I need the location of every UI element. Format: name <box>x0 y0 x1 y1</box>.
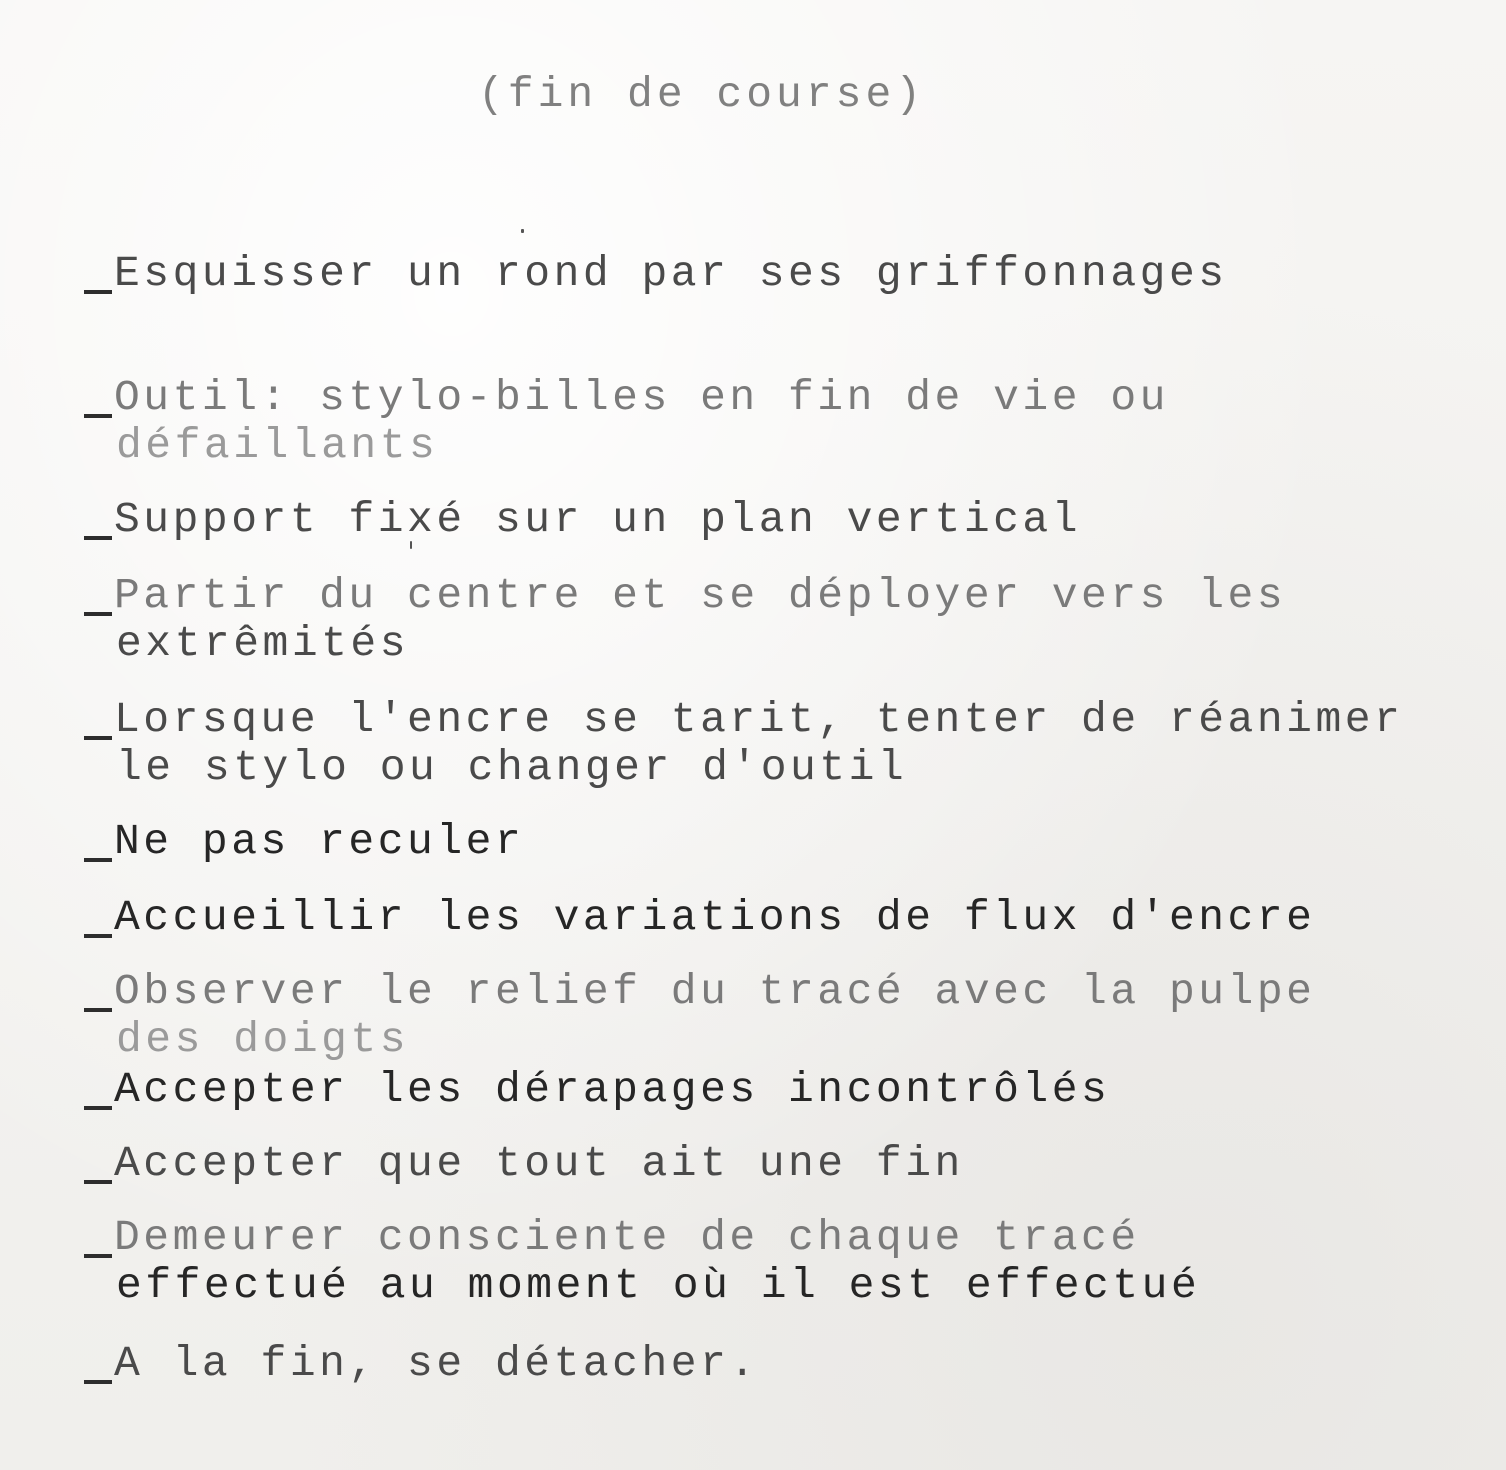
list-item-line-1: Accueillir les variations de flux d'encre <box>114 893 1316 942</box>
list-item-line-1: Accepter que tout ait une fin <box>114 1139 964 1188</box>
list-item-line-2: le stylo ou changer d'outil <box>116 743 908 792</box>
list-item <box>84 818 524 866</box>
list-item-line-1: Support fixé sur un plan vertical <box>114 495 1082 544</box>
dash-marker <box>84 290 112 294</box>
list-item <box>84 968 1315 1064</box>
list-item <box>84 696 1403 792</box>
dash-marker <box>84 736 112 740</box>
list-item <box>84 1066 1110 1114</box>
list-item-line-1: Partir du centre et se déployer vers les <box>114 571 1287 620</box>
list-item-line-1: Esquisser un rond par ses griffonnages <box>114 249 1228 298</box>
list-item-line-1: A la fin, se détacher. <box>114 1339 759 1388</box>
dash-marker <box>84 612 112 616</box>
list-item <box>84 1214 1200 1310</box>
page-title: (fin de course) <box>478 70 926 119</box>
list-item-line-1: Ne pas reculer <box>114 817 525 866</box>
list-item <box>84 894 1315 942</box>
list-item-line-1: Accepter les dérapages incontrôlés <box>114 1065 1111 1114</box>
dash-marker <box>84 1180 112 1184</box>
list-item <box>84 374 1169 470</box>
list-item-line-2: des doigts <box>116 1015 410 1064</box>
list-item <box>84 572 1286 668</box>
dash-marker <box>84 414 112 418</box>
list-item-line-1: Outil: stylo-billes en fin de vie ou <box>114 373 1169 422</box>
dash-marker <box>84 1106 112 1110</box>
dash-marker <box>84 858 112 862</box>
list-item-line-2: défaillants <box>116 421 439 470</box>
dash-marker <box>84 536 112 540</box>
dash-marker <box>84 934 112 938</box>
list-item <box>84 250 1228 298</box>
dash-marker <box>84 1254 112 1258</box>
dash-marker <box>84 1008 112 1012</box>
ink-speck <box>521 229 524 233</box>
list-item <box>84 496 1081 544</box>
list-item <box>84 1340 759 1388</box>
list-item <box>84 1140 964 1188</box>
list-item-line-1: Lorsque l'encre se tarit, tenter de réanimer <box>114 695 1404 744</box>
list-item-line-2: extrêmités <box>116 619 410 668</box>
list-item-line-2: effectué au moment où il est effectué <box>116 1261 1201 1310</box>
list-item-line-1: Demeurer consciente de chaque tracé <box>114 1213 1140 1262</box>
list-item-line-1: Observer le relief du tracé avec la pulpe <box>114 967 1316 1016</box>
dash-marker <box>84 1380 112 1384</box>
